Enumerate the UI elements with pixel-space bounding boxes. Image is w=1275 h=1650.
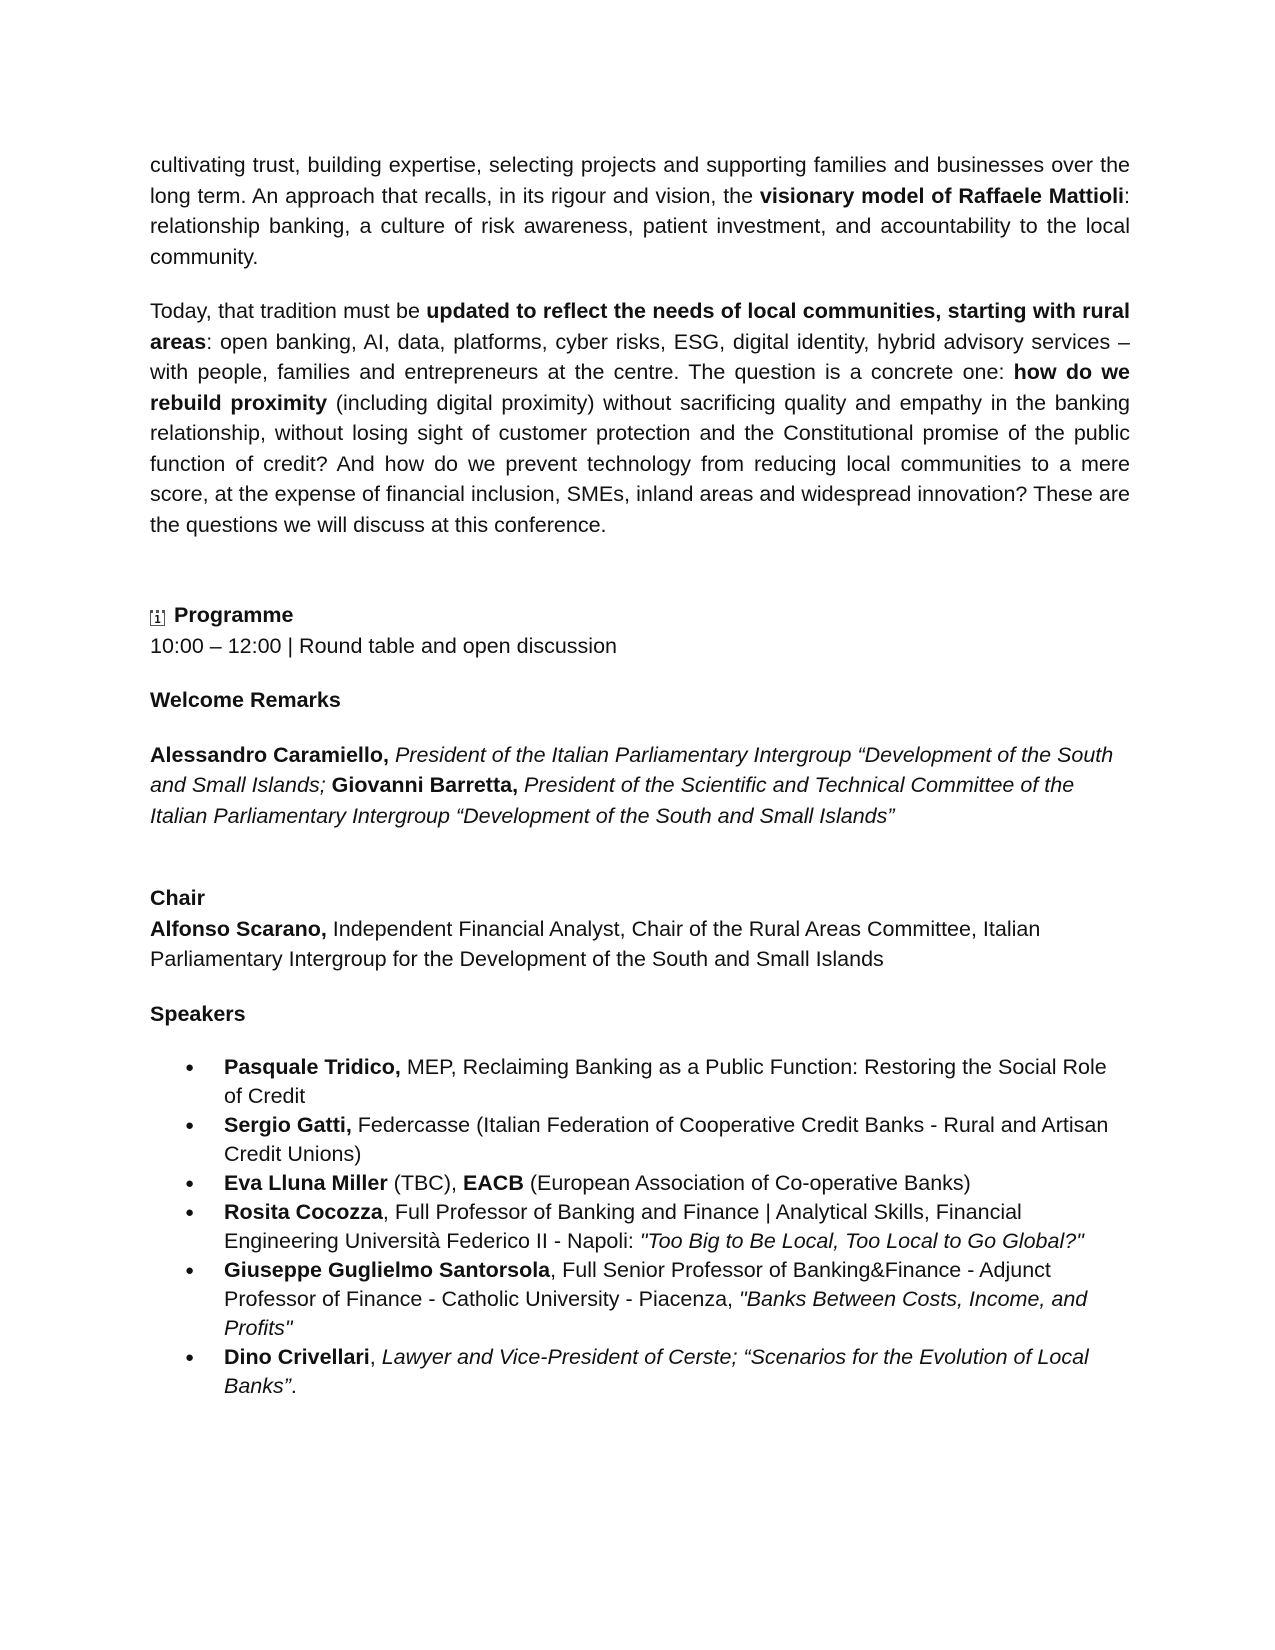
programme-schedule: 10:00 – 12:00 | Round table and open discussion [150, 633, 617, 658]
emphasis-mattioli: visionary model of Raffaele Mattioli [759, 183, 1125, 208]
emphasis-proximity: how do we rebuild proximity [150, 360, 1131, 415]
calendar-icon: 1 [150, 610, 165, 626]
list-item: ● Giuseppe Guglielmo Santorsola, Full Senior Professor of Banking&Finance - Adjunct Professor of Finance - Catholic University - Piacenza, "Banks Between Costs, Income, and Profits" [150, 1256, 1130, 1343]
speaker-name: Alessandro Caramiello, [150, 742, 389, 767]
emphasis-local-communities: updated to reflect the needs of local communities, starting with rural areas [150, 299, 1130, 354]
chair-name: Alfonso Scarano, [150, 916, 327, 941]
talk-title: "Banks Between Costs, Income, and Profits" [224, 1287, 1088, 1340]
speaker-name: Giuseppe Guglielmo Santorsola [224, 1258, 551, 1282]
list-item: ● Rosita Cocozza, Full Professor of Banking and Finance | Analytical Skills, Financial Engineering Università Federico II - Napoli: "Too Big to Be Local, Too Local to Go Global?" [150, 1198, 1130, 1256]
organisation-name: EACB [462, 1171, 524, 1195]
chair-heading: Chair [150, 886, 205, 910]
programme-heading: 1 Programme [150, 600, 1130, 631]
speaker-name: Rosita Cocozza [224, 1200, 383, 1224]
speakers-heading: Speakers [150, 1001, 246, 1026]
speaker-name: Eva Lluna Miller [224, 1171, 388, 1195]
welcome-heading: Welcome Remarks [150, 688, 341, 712]
talk-title: "Too Big to Be Local, Too Local to Go Global?" [639, 1229, 1084, 1253]
speaker-name: Dino Crivellari [224, 1345, 370, 1369]
intro-paragraph-1: cultivating trust, building expertise, selecting projects and supporting families and businesses over the long term. An approach that recalls, in its rigour and vision, the visionary model of Raffaele Mattioli: relationship banking, a culture of risk awareness, patient investment, and accountability to the local community. [150, 153, 1131, 269]
welcome-remarks: Alessandro Caramiello, President of the Italian Parliamentary Intergroup “Development of the South and Small Islands; Giovanni Barretta, President of the Scientific and Technical Committee of the Italian Parliamentary Intergroup “Development of the South and Small Islands” [150, 742, 1114, 828]
list-item: ● Sergio Gatti, Federcasse (Italian Federation of Cooperative Credit Banks - Rural and Artisan Credit Unions) [150, 1111, 1130, 1169]
document-page [150, 150, 1130, 1401]
speaker-name: Sergio Gatti, [224, 1113, 352, 1137]
list-item: ● Eva Lluna Miller (TBC), EACB (European Association of Co-operative Banks) [150, 1169, 1130, 1198]
list-item: ● Pasquale Tridico, MEP, Reclaiming Banking as a Public Function: Restoring the Social Role of Credit [150, 1053, 1130, 1111]
speaker-name: Giovanni Barretta, [325, 773, 519, 797]
speakers-list [150, 1053, 1130, 1401]
intro-paragraph-2: Today, that tradition must be updated to reflect the needs of local communities, starting with rural areas: open banking, AI, data, platforms, cyber risks, ESG, digital identity, hybrid advisory services – with people, families and entrepreneurs at the centre. The question is a concrete one: how do we rebuild proximity (including digital proximity) without sacrificing quality and empathy in the banking relationship, without losing sight of customer protection and the Constitutional promise of the public function of credit? And how do we prevent technology from reducing local communities to a mere score, at the expense of financial inclusion, SMEs, inland areas and widespread innovation? These are the questions we will discuss at this conference. [150, 299, 1131, 537]
speaker-name: Pasquale Tridico, [224, 1055, 401, 1079]
list-item: ● Dino Crivellari, Lawyer and Vice-President of Cerste; “Scenarios for the Evolution of Local Banks”. [150, 1343, 1130, 1401]
talk-title: Lawyer and Vice-President of Cerste; “Scenarios for the Evolution of Local Banks” [224, 1345, 1089, 1398]
chair-details: Alfonso Scarano, Independent Financial Analyst, Chair of the Rural Areas Committee, Italian Parliamentary Intergroup for the Development of the South and Small Islands [150, 916, 1041, 971]
